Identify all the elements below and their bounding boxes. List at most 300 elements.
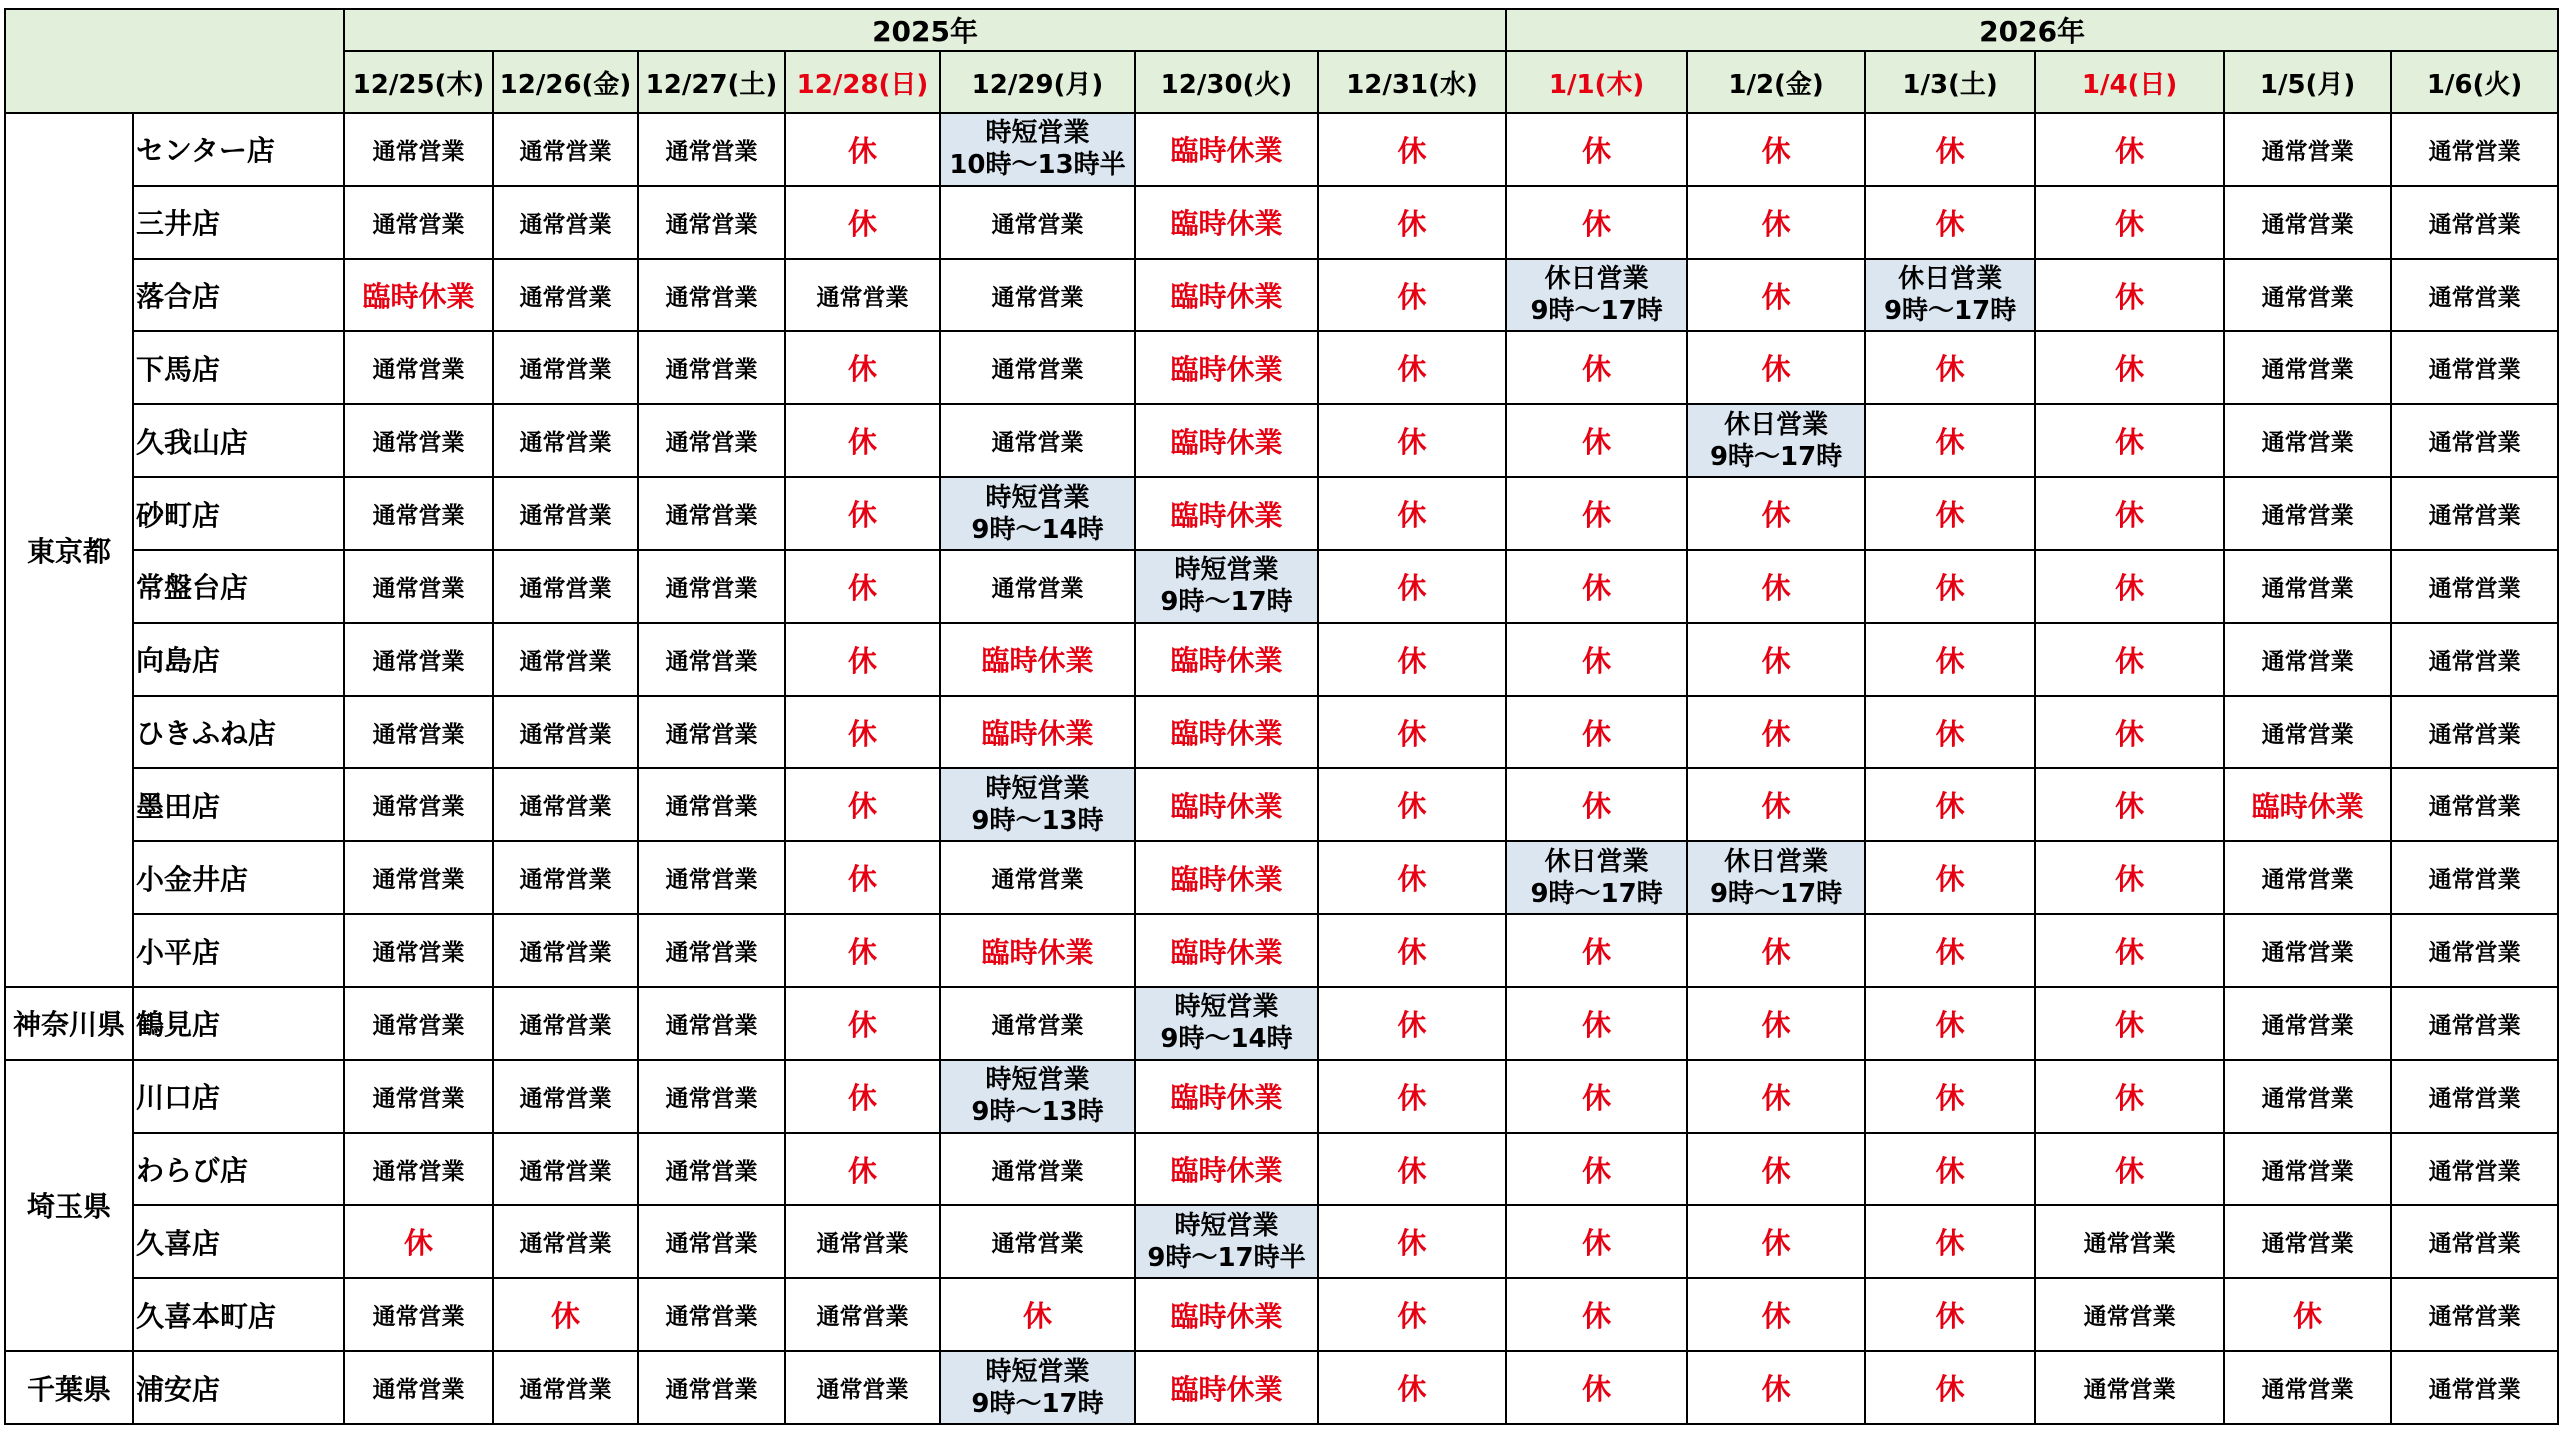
status-closed-cell: 休	[1506, 1133, 1687, 1206]
status-normal-cell: 通常営業	[2224, 1133, 2391, 1206]
status-temp-closed-cell: 臨時休業	[1135, 623, 1318, 696]
status-normal-cell: 通常営業	[638, 1205, 785, 1278]
store-name-cell: 小平店	[133, 914, 344, 987]
status-normal-cell: 通常営業	[2391, 477, 2558, 550]
status-normal-cell: 通常営業	[2391, 1060, 2558, 1133]
status-normal-cell: 通常営業	[2391, 259, 2558, 332]
status-closed-cell: 休	[2035, 1133, 2224, 1206]
special-hours-type: 時短営業	[1174, 1210, 1279, 1241]
store-name-cell: 小金井店	[133, 841, 344, 914]
special-hours-time: 9時～13時	[971, 805, 1104, 836]
status-closed-cell: 休	[1318, 1133, 1506, 1206]
table-row	[5, 186, 2558, 259]
status-closed-cell: 休	[2035, 914, 2224, 987]
date-header: 1/3(土)	[1865, 51, 2035, 113]
status-normal-cell: 通常営業	[344, 1351, 493, 1424]
status-closed-cell: 休	[1318, 113, 1506, 186]
status-closed-cell: 休	[1687, 550, 1865, 623]
store-name-cell: 浦安店	[133, 1351, 344, 1424]
status-closed-cell: 休	[1865, 768, 2035, 841]
status-normal-cell: 通常営業	[638, 404, 785, 477]
table-row	[5, 1351, 2558, 1424]
status-closed-cell: 休	[1318, 987, 1506, 1060]
status-temp-closed-cell: 臨時休業	[1135, 1278, 1318, 1351]
status-normal-cell: 通常営業	[2035, 1278, 2224, 1351]
status-normal-cell: 通常営業	[344, 914, 493, 987]
store-name-cell: 常盤台店	[133, 550, 344, 623]
date-header: 12/30(火)	[1135, 51, 1318, 113]
status-closed-cell: 休	[1506, 477, 1687, 550]
status-normal-cell: 通常営業	[638, 696, 785, 769]
status-closed-cell: 休	[785, 768, 940, 841]
special-hours-cell	[1865, 259, 2035, 332]
status-closed-cell: 休	[1687, 259, 1865, 332]
status-normal-cell: 通常営業	[2224, 186, 2391, 259]
status-closed-cell: 休	[2035, 696, 2224, 769]
status-normal-cell: 通常営業	[638, 1133, 785, 1206]
status-closed-cell: 休	[1687, 331, 1865, 404]
status-normal-cell: 通常営業	[2224, 113, 2391, 186]
status-normal-cell: 通常営業	[344, 1278, 493, 1351]
status-normal-cell: 通常営業	[493, 1133, 638, 1206]
date-header: 1/2(金)	[1687, 51, 1865, 113]
store-name-cell: 砂町店	[133, 477, 344, 550]
special-hours-type: 時短営業	[985, 773, 1090, 804]
status-closed-cell: 休	[785, 404, 940, 477]
status-temp-closed-cell: 臨時休業	[1135, 1060, 1318, 1133]
status-closed-cell: 休	[785, 113, 940, 186]
status-normal-cell: 通常営業	[2224, 914, 2391, 987]
status-normal-cell: 通常営業	[493, 696, 638, 769]
status-closed-cell: 休	[1506, 1205, 1687, 1278]
status-closed-cell: 休	[785, 186, 940, 259]
status-closed-cell: 休	[2035, 1060, 2224, 1133]
status-normal-cell: 通常営業	[493, 259, 638, 332]
status-normal-cell: 通常営業	[344, 477, 493, 550]
status-closed-cell: 休	[785, 477, 940, 550]
status-closed-cell: 休	[1318, 768, 1506, 841]
status-closed-cell: 休	[2035, 623, 2224, 696]
status-closed-cell: 休	[1687, 1060, 1865, 1133]
store-name-cell: 川口店	[133, 1060, 344, 1133]
status-normal-cell: 通常営業	[2391, 1133, 2558, 1206]
date-header: 1/4(日)	[2035, 51, 2224, 113]
status-normal-cell: 通常営業	[493, 841, 638, 914]
status-normal-cell: 通常営業	[493, 1060, 638, 1133]
status-normal-cell: 通常営業	[2391, 987, 2558, 1060]
status-closed-cell: 休	[1865, 696, 2035, 769]
status-normal-cell: 通常営業	[2035, 1351, 2224, 1424]
special-hours-type: 時短営業	[985, 1356, 1090, 1387]
status-temp-closed-cell: 臨時休業	[1135, 404, 1318, 477]
status-closed-cell: 休	[1506, 623, 1687, 696]
status-closed-cell: 休	[1687, 477, 1865, 550]
status-closed-cell: 休	[1687, 768, 1865, 841]
status-normal-cell: 通常営業	[344, 768, 493, 841]
status-normal-cell: 通常営業	[493, 186, 638, 259]
status-closed-cell: 休	[2224, 1278, 2391, 1351]
status-normal-cell: 通常営業	[2391, 550, 2558, 623]
status-normal-cell: 通常営業	[493, 914, 638, 987]
status-normal-cell: 通常営業	[2391, 186, 2558, 259]
status-closed-cell: 休	[1506, 914, 1687, 987]
special-hours-cell	[1135, 1205, 1318, 1278]
status-normal-cell: 通常営業	[2224, 404, 2391, 477]
year-row	[5, 9, 2558, 51]
status-closed-cell: 休	[1318, 914, 1506, 987]
store-name-cell: わらび店	[133, 1133, 344, 1206]
status-closed-cell: 休	[785, 914, 940, 987]
special-hours-cell	[1506, 259, 1687, 332]
special-hours-time: 9時～17時半	[1147, 1242, 1306, 1273]
status-closed-cell: 休	[785, 550, 940, 623]
status-closed-cell: 休	[1318, 1060, 1506, 1133]
special-hours-cell	[1135, 987, 1318, 1060]
date-header: 12/26(金)	[493, 51, 638, 113]
status-temp-closed-cell: 臨時休業	[1135, 1133, 1318, 1206]
prefecture-cell: 埼玉県	[5, 1060, 133, 1351]
status-closed-cell: 休	[1318, 1351, 1506, 1424]
status-closed-cell: 休	[1865, 186, 2035, 259]
status-normal-cell: 通常営業	[2391, 1351, 2558, 1424]
status-closed-cell: 休	[2035, 259, 2224, 332]
special-hours-time: 9時～17時	[1709, 441, 1843, 472]
status-normal-cell: 通常営業	[344, 113, 493, 186]
status-closed-cell: 休	[1865, 623, 2035, 696]
status-normal-cell: 通常営業	[2224, 1351, 2391, 1424]
table-row	[5, 259, 2558, 332]
store-name-cell: 鶴見店	[133, 987, 344, 1060]
status-closed-cell: 休	[1865, 1133, 2035, 1206]
status-closed-cell: 休	[1687, 186, 1865, 259]
status-closed-cell: 休	[2035, 477, 2224, 550]
status-normal-cell: 通常営業	[344, 186, 493, 259]
status-temp-closed-cell: 臨時休業	[2224, 768, 2391, 841]
status-normal-cell: 通常営業	[638, 987, 785, 1060]
status-normal-cell: 通常営業	[2224, 623, 2391, 696]
status-closed-cell: 休	[1865, 113, 2035, 186]
table-row	[5, 1278, 2558, 1351]
status-normal-cell: 通常営業	[493, 623, 638, 696]
store-name-cell: 久我山店	[133, 404, 344, 477]
status-normal-cell: 通常営業	[940, 1133, 1135, 1206]
date-header: 1/6(火)	[2391, 51, 2558, 113]
year-header-2026: 2026年	[1506, 9, 2558, 51]
status-normal-cell: 通常営業	[2224, 1205, 2391, 1278]
prefecture-cell: 千葉県	[5, 1351, 133, 1424]
status-closed-cell: 休	[2035, 987, 2224, 1060]
status-normal-cell: 通常営業	[940, 404, 1135, 477]
date-header: 12/29(月)	[940, 51, 1135, 113]
status-closed-cell: 休	[1687, 113, 1865, 186]
status-closed-cell: 休	[1506, 550, 1687, 623]
status-closed-cell: 休	[1865, 914, 2035, 987]
status-normal-cell: 通常営業	[493, 768, 638, 841]
status-normal-cell: 通常営業	[2391, 1278, 2558, 1351]
status-normal-cell: 通常営業	[493, 1351, 638, 1424]
status-temp-closed-cell: 臨時休業	[940, 623, 1135, 696]
status-closed-cell: 休	[1506, 768, 1687, 841]
special-hours-type: 時短営業	[1174, 992, 1279, 1023]
status-closed-cell: 休	[1865, 987, 2035, 1060]
status-closed-cell: 休	[2035, 404, 2224, 477]
status-closed-cell: 休	[1687, 914, 1865, 987]
status-normal-cell: 通常営業	[940, 186, 1135, 259]
status-normal-cell: 通常営業	[2224, 477, 2391, 550]
status-closed-cell: 休	[2035, 841, 2224, 914]
status-temp-closed-cell: 臨時休業	[1135, 841, 1318, 914]
status-normal-cell: 通常営業	[940, 331, 1135, 404]
special-hours-cell	[940, 1351, 1135, 1424]
status-closed-cell: 休	[2035, 550, 2224, 623]
status-temp-closed-cell: 臨時休業	[1135, 113, 1318, 186]
special-hours-type: 休日営業	[1544, 846, 1649, 877]
status-closed-cell: 休	[785, 841, 940, 914]
status-normal-cell: 通常営業	[638, 914, 785, 987]
status-closed-cell: 休	[1506, 113, 1687, 186]
status-normal-cell: 通常営業	[2391, 841, 2558, 914]
special-hours-cell	[1506, 841, 1687, 914]
status-normal-cell: 通常営業	[493, 404, 638, 477]
status-closed-cell: 休	[1865, 841, 2035, 914]
status-closed-cell: 休	[1318, 550, 1506, 623]
status-closed-cell: 休	[1506, 1278, 1687, 1351]
status-normal-cell: 通常営業	[638, 1060, 785, 1133]
status-closed-cell: 休	[493, 1278, 638, 1351]
status-normal-cell: 通常営業	[940, 1205, 1135, 1278]
status-normal-cell: 通常営業	[344, 987, 493, 1060]
table-body	[5, 113, 2558, 1424]
status-normal-cell: 通常営業	[493, 550, 638, 623]
status-normal-cell: 通常営業	[2224, 259, 2391, 332]
status-normal-cell: 通常営業	[493, 113, 638, 186]
status-normal-cell: 通常営業	[638, 259, 785, 332]
status-normal-cell: 通常営業	[785, 1205, 940, 1278]
store-name-cell: ひきふね店	[133, 696, 344, 769]
status-normal-cell: 通常営業	[940, 259, 1135, 332]
status-closed-cell: 休	[1318, 186, 1506, 259]
status-closed-cell: 休	[2035, 113, 2224, 186]
special-hours-cell	[1687, 841, 1865, 914]
store-name-cell: 向島店	[133, 623, 344, 696]
status-closed-cell: 休	[2035, 186, 2224, 259]
special-hours-time: 9時～17時	[1709, 878, 1843, 909]
special-hours-time: 9時～17時	[1883, 296, 2017, 327]
status-closed-cell: 休	[1318, 404, 1506, 477]
status-closed-cell: 休	[785, 987, 940, 1060]
store-name-cell: 三井店	[133, 186, 344, 259]
status-normal-cell: 通常営業	[638, 1351, 785, 1424]
status-normal-cell: 通常営業	[638, 331, 785, 404]
special-hours-time: 9時～17時	[971, 1388, 1104, 1419]
status-normal-cell: 通常営業	[2391, 1205, 2558, 1278]
status-closed-cell: 休	[1506, 987, 1687, 1060]
table-row	[5, 1133, 2558, 1206]
status-normal-cell: 通常営業	[344, 696, 493, 769]
date-header: 1/1(木)	[1506, 51, 1687, 113]
status-temp-closed-cell: 臨時休業	[1135, 186, 1318, 259]
status-normal-cell: 通常営業	[2391, 914, 2558, 987]
status-normal-cell: 通常営業	[344, 550, 493, 623]
status-temp-closed-cell: 臨時休業	[1135, 914, 1318, 987]
status-closed-cell: 休	[2035, 768, 2224, 841]
header-corner	[5, 9, 344, 113]
special-hours-type: 時短営業	[985, 118, 1090, 149]
table-row	[5, 696, 2558, 769]
status-normal-cell: 通常営業	[344, 841, 493, 914]
special-hours-time: 9時～17時	[1160, 587, 1293, 618]
table-row	[5, 550, 2558, 623]
prefecture-cell: 神奈川県	[5, 987, 133, 1060]
status-closed-cell: 休	[1318, 259, 1506, 332]
status-closed-cell: 休	[1865, 1278, 2035, 1351]
table-row	[5, 1060, 2558, 1133]
year-header-2025: 2025年	[344, 9, 1506, 51]
status-normal-cell: 通常営業	[940, 841, 1135, 914]
status-normal-cell: 通常営業	[344, 1133, 493, 1206]
date-header: 1/5(月)	[2224, 51, 2391, 113]
status-closed-cell: 休	[785, 1060, 940, 1133]
store-name-cell: センター店	[133, 113, 344, 186]
status-closed-cell: 休	[1687, 1351, 1865, 1424]
status-normal-cell: 通常営業	[785, 1351, 940, 1424]
status-closed-cell: 休	[1506, 404, 1687, 477]
status-normal-cell: 通常営業	[344, 404, 493, 477]
status-closed-cell: 休	[1506, 186, 1687, 259]
status-normal-cell: 通常営業	[2224, 331, 2391, 404]
date-header: 12/25(木)	[344, 51, 493, 113]
status-closed-cell: 休	[785, 696, 940, 769]
date-row	[5, 51, 2558, 113]
store-name-cell: 久喜店	[133, 1205, 344, 1278]
status-closed-cell: 休	[1865, 550, 2035, 623]
special-hours-cell	[940, 477, 1135, 550]
status-closed-cell: 休	[940, 1278, 1135, 1351]
status-closed-cell: 休	[1506, 1351, 1687, 1424]
special-hours-type: 時短営業	[1174, 555, 1279, 586]
status-normal-cell: 通常営業	[638, 841, 785, 914]
holiday-schedule-table	[4, 8, 2559, 1425]
table-row	[5, 914, 2558, 987]
status-closed-cell: 休	[1865, 1060, 2035, 1133]
status-closed-cell: 休	[1687, 1278, 1865, 1351]
table-row	[5, 1205, 2558, 1278]
status-normal-cell: 通常営業	[2224, 1060, 2391, 1133]
status-normal-cell: 通常営業	[2224, 987, 2391, 1060]
status-normal-cell: 通常営業	[940, 550, 1135, 623]
date-header: 12/28(日)	[785, 51, 940, 113]
status-normal-cell: 通常営業	[344, 623, 493, 696]
status-closed-cell: 休	[1318, 1278, 1506, 1351]
status-normal-cell: 通常営業	[940, 987, 1135, 1060]
status-normal-cell: 通常営業	[785, 1278, 940, 1351]
table-row	[5, 768, 2558, 841]
date-header: 12/27(土)	[638, 51, 785, 113]
status-closed-cell: 休	[1687, 623, 1865, 696]
status-normal-cell: 通常営業	[2391, 113, 2558, 186]
status-normal-cell: 通常営業	[2224, 550, 2391, 623]
special-hours-time: 10時～13時半	[949, 150, 1126, 181]
status-closed-cell: 休	[1318, 331, 1506, 404]
table-row	[5, 841, 2558, 914]
special-hours-type: 休日営業	[1724, 846, 1829, 877]
status-closed-cell: 休	[1687, 1133, 1865, 1206]
status-normal-cell: 通常営業	[493, 1205, 638, 1278]
status-closed-cell: 休	[785, 1133, 940, 1206]
store-name-cell: 落合店	[133, 259, 344, 332]
status-temp-closed-cell: 臨時休業	[940, 914, 1135, 987]
status-closed-cell: 休	[1318, 696, 1506, 769]
special-hours-time: 9時～17時	[1530, 878, 1663, 909]
special-hours-time: 9時～14時	[1160, 1024, 1293, 1055]
special-hours-type: 時短営業	[985, 482, 1090, 513]
status-closed-cell: 休	[1865, 477, 2035, 550]
status-normal-cell: 通常営業	[638, 113, 785, 186]
table-row	[5, 113, 2558, 186]
status-closed-cell: 休	[1865, 331, 2035, 404]
status-normal-cell: 通常営業	[344, 331, 493, 404]
status-closed-cell: 休	[1687, 696, 1865, 769]
status-normal-cell: 通常営業	[638, 550, 785, 623]
table-header	[5, 9, 2558, 113]
status-closed-cell: 休	[1865, 1351, 2035, 1424]
status-closed-cell: 休	[344, 1205, 493, 1278]
special-hours-cell	[1687, 404, 1865, 477]
status-closed-cell: 休	[785, 331, 940, 404]
status-normal-cell: 通常営業	[493, 987, 638, 1060]
table-row	[5, 623, 2558, 696]
store-name-cell: 墨田店	[133, 768, 344, 841]
status-normal-cell: 通常営業	[493, 477, 638, 550]
special-hours-type: 休日営業	[1898, 264, 2003, 295]
special-hours-time: 9時～13時	[971, 1097, 1104, 1128]
status-closed-cell: 休	[1865, 404, 2035, 477]
special-hours-type: 休日営業	[1724, 409, 1829, 440]
status-normal-cell: 通常営業	[785, 259, 940, 332]
status-normal-cell: 通常営業	[638, 768, 785, 841]
status-closed-cell: 休	[1318, 623, 1506, 696]
status-normal-cell: 通常営業	[2391, 331, 2558, 404]
status-normal-cell: 通常営業	[638, 623, 785, 696]
special-hours-cell	[940, 1060, 1135, 1133]
status-temp-closed-cell: 臨時休業	[1135, 259, 1318, 332]
status-temp-closed-cell: 臨時休業	[1135, 768, 1318, 841]
status-normal-cell: 通常営業	[2391, 768, 2558, 841]
status-temp-closed-cell: 臨時休業	[940, 696, 1135, 769]
status-closed-cell: 休	[1687, 987, 1865, 1060]
special-hours-type: 休日営業	[1544, 264, 1649, 295]
status-normal-cell: 通常営業	[2224, 841, 2391, 914]
status-temp-closed-cell: 臨時休業	[1135, 477, 1318, 550]
prefecture-cell: 東京都	[5, 113, 133, 987]
status-normal-cell: 通常営業	[2391, 623, 2558, 696]
status-normal-cell: 通常営業	[344, 1060, 493, 1133]
store-name-cell: 久喜本町店	[133, 1278, 344, 1351]
table-row	[5, 477, 2558, 550]
table-row	[5, 404, 2558, 477]
status-closed-cell: 休	[1865, 1205, 2035, 1278]
status-normal-cell: 通常営業	[2224, 696, 2391, 769]
status-closed-cell: 休	[1687, 1205, 1865, 1278]
date-header: 12/31(水)	[1318, 51, 1506, 113]
status-temp-closed-cell: 臨時休業	[1135, 331, 1318, 404]
special-hours-time: 9時～17時	[1530, 296, 1663, 327]
status-normal-cell: 通常営業	[638, 477, 785, 550]
status-temp-closed-cell: 臨時休業	[344, 259, 493, 332]
table-row	[5, 331, 2558, 404]
status-normal-cell: 通常営業	[2391, 404, 2558, 477]
status-normal-cell: 通常営業	[2035, 1205, 2224, 1278]
